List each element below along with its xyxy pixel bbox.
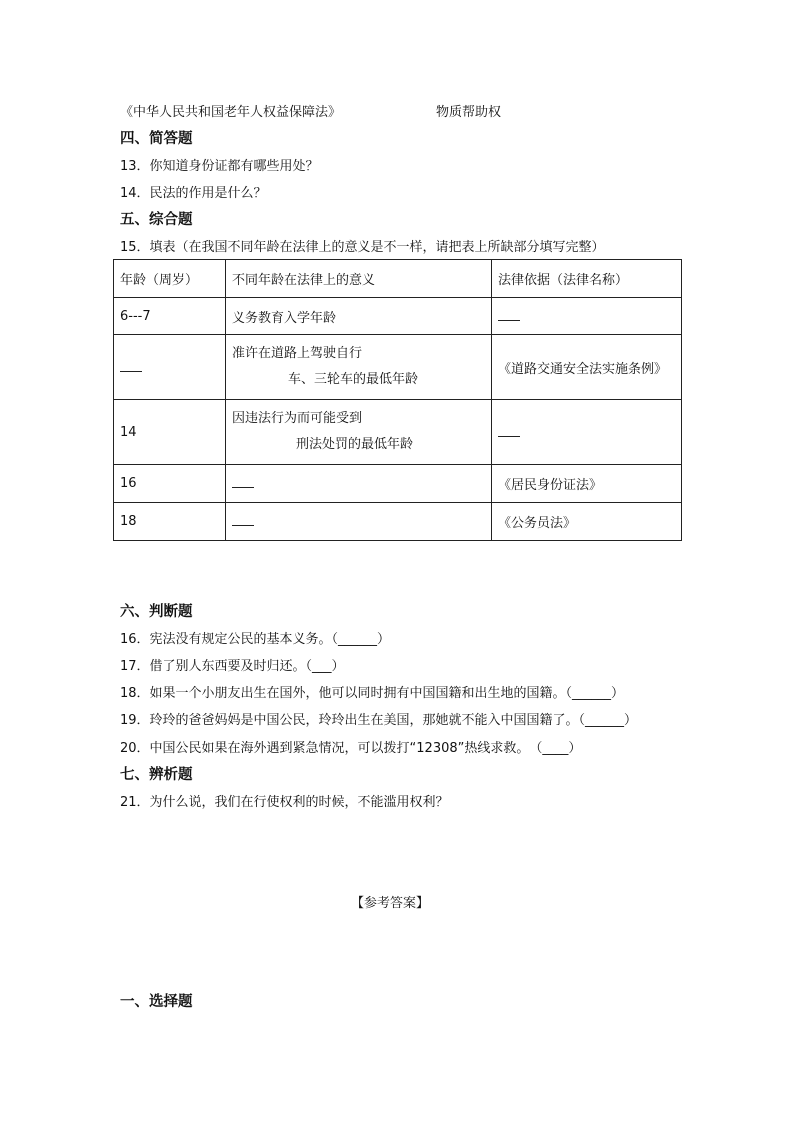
cell-age: 14 — [114, 400, 226, 465]
blank-line — [498, 424, 520, 437]
table-row — [114, 503, 682, 541]
question-17: 17．借了别人东西要及时归还。（___） — [120, 659, 345, 674]
question-16: 16．宪法没有规定公民的基本义务。（______） — [120, 632, 391, 647]
top-line-right: 物质帮助权 — [436, 105, 502, 120]
blank-line — [120, 359, 142, 372]
cell-meaning-line1: 准许在道路上驾驶自行 — [232, 346, 363, 361]
cell-age: 6---7 — [114, 298, 226, 335]
table-row — [114, 335, 682, 400]
header-law: 法律依据（法律名称） — [492, 260, 682, 298]
question-21: 21．为什么说，我们在行使权利的时候，不能滥用权利？ — [120, 795, 449, 810]
cell-age-blank — [114, 335, 226, 400]
cell-meaning-line2: 刑法处罚的最低年龄 — [296, 437, 414, 452]
question-20: 20．中国公民如果在海外遇到紧急情况，可以拨打“12308”热线求救。 （____） — [120, 741, 582, 756]
table-row — [114, 400, 682, 465]
section7-heading: 七、辨析题 — [120, 767, 193, 783]
cell-law-blank — [492, 298, 682, 335]
question-19: 19．玲玲的爸爸妈妈是中国公民，玲玲出生在美国，那她就不能入中国国籍了。（______） — [120, 713, 638, 728]
question-13: 13．你知道身份证都有哪些用处？ — [120, 159, 319, 174]
answers-title: 【参考答案】 — [351, 896, 430, 911]
cell-meaning-line1: 因违法行为而可能受到 — [232, 411, 363, 426]
table-header-row — [114, 260, 682, 298]
question-15: 15．填表（在我国不同年龄在法律上的意义是不一样，请把表上所缺部分填写完整） — [120, 240, 605, 255]
blank-line — [232, 513, 254, 526]
header-age: 年龄（周岁） — [114, 260, 226, 298]
cell-law: 《道路交通安全法实施条例》 — [492, 335, 682, 400]
cell-law-blank — [492, 400, 682, 465]
cell-meaning-blank — [226, 503, 492, 541]
top-line-law: 《中华人民共和国老年人权益保障法》 — [120, 105, 342, 120]
cell-law: 《公务员法》 — [492, 503, 682, 541]
section5-heading: 五、综合题 — [120, 212, 193, 228]
table-row — [114, 465, 682, 503]
cell-meaning-line2: 车、三轮车的最低年龄 — [288, 372, 419, 387]
question-18: 18．如果一个小朋友出生在国外，他可以同时拥有中国国籍和出生地的国籍。（______） — [120, 686, 625, 701]
section6-heading: 六、判断题 — [120, 604, 193, 620]
fill-in-table — [113, 259, 682, 541]
question-14: 14．民法的作用是什么？ — [120, 186, 267, 201]
cell-age: 18 — [114, 503, 226, 541]
table-row — [114, 298, 682, 335]
cell-age: 16 — [114, 465, 226, 503]
cell-meaning-blank — [226, 465, 492, 503]
cell-law: 《居民身份证法》 — [492, 465, 682, 503]
cell-meaning: 义务教育入学年龄 — [226, 298, 492, 335]
cell-meaning — [226, 400, 492, 465]
cell-meaning — [226, 335, 492, 400]
section1-heading: 一、选择题 — [120, 994, 193, 1010]
section4-heading: 四、简答题 — [120, 131, 193, 147]
blank-line — [232, 475, 254, 488]
header-meaning: 不同年龄在法律上的意义 — [226, 260, 492, 298]
blank-line — [498, 308, 520, 321]
